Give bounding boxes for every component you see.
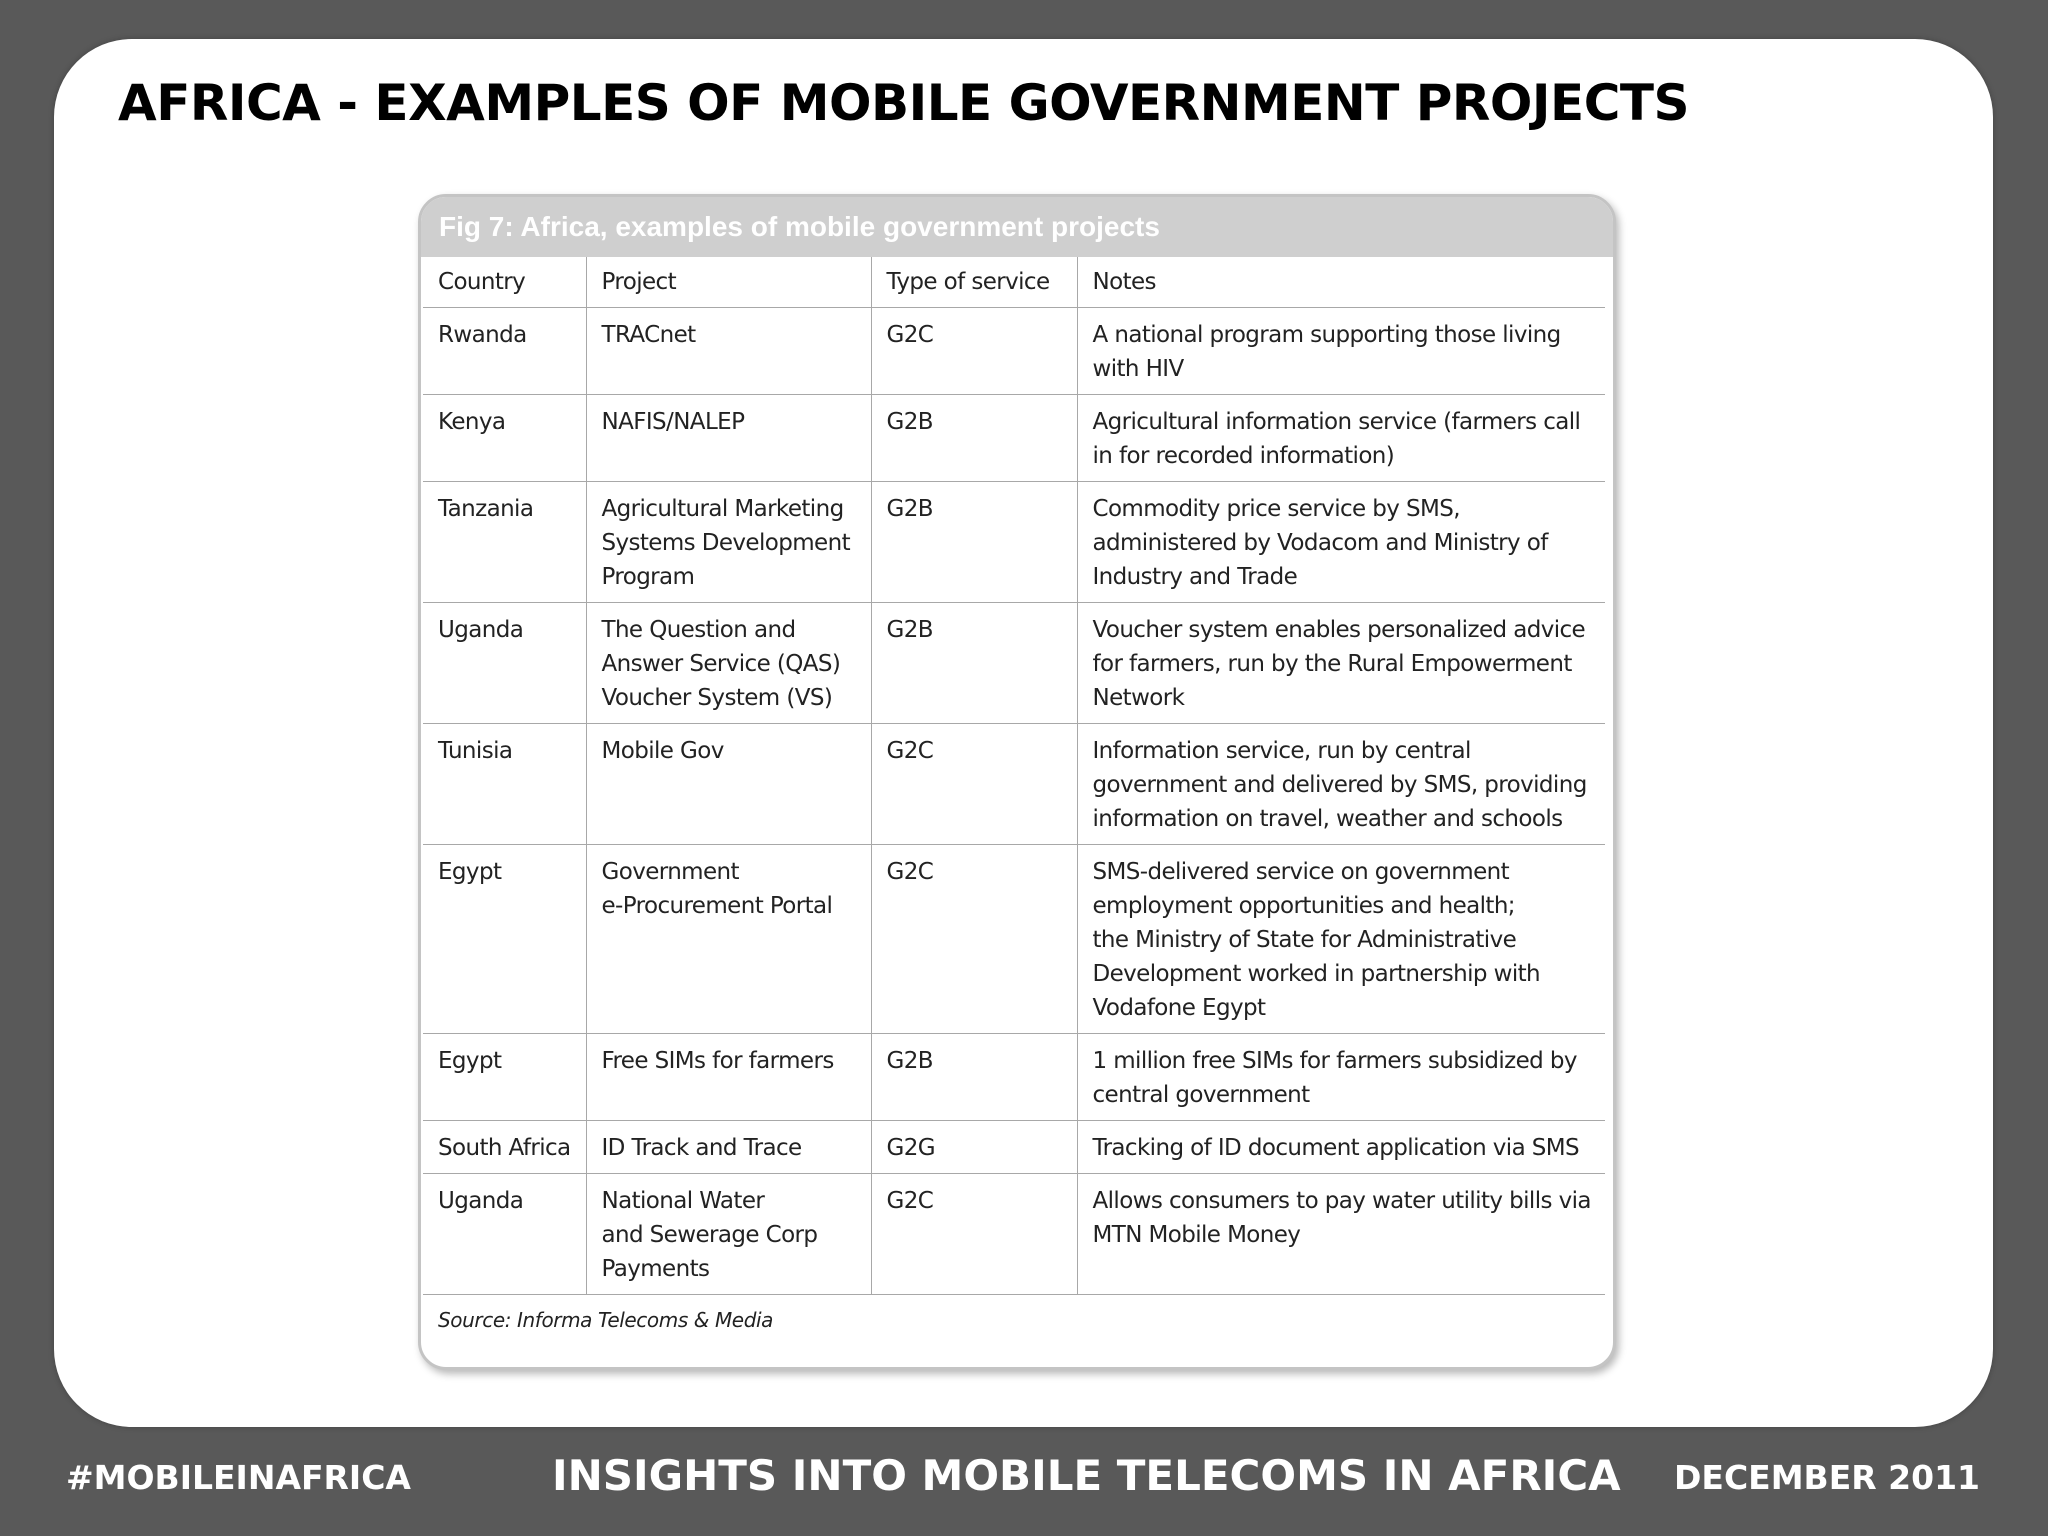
table-row bbox=[423, 603, 1605, 724]
cell-project: ID Track and Trace bbox=[586, 1121, 871, 1174]
figure-table-card bbox=[418, 194, 1616, 1370]
cell-type-of-service: G2C bbox=[871, 308, 1077, 395]
cell-country: Egypt bbox=[423, 845, 586, 1034]
cell-project: NAFIS/NALEP bbox=[586, 395, 871, 482]
table-body bbox=[423, 308, 1605, 1295]
figure-caption: Fig 7: Africa, examples of mobile government projects bbox=[421, 197, 1613, 257]
cell-country: Egypt bbox=[423, 1034, 586, 1121]
cell-notes: Tracking of ID document application via SMS bbox=[1077, 1121, 1605, 1174]
cell-type-of-service: G2G bbox=[871, 1121, 1077, 1174]
cell-project: Agricultural Marketing Systems Development Program bbox=[586, 482, 871, 603]
column-header-project: Project bbox=[586, 257, 871, 308]
cell-project: Mobile Gov bbox=[586, 724, 871, 845]
cell-type-of-service: G2C bbox=[871, 845, 1077, 1034]
column-header-type-of-service: Type of service bbox=[871, 257, 1077, 308]
cell-project: Government e-Procurement Portal bbox=[586, 845, 871, 1034]
cell-type-of-service: G2B bbox=[871, 603, 1077, 724]
cell-type-of-service: G2C bbox=[871, 1174, 1077, 1295]
table-row bbox=[423, 1121, 1605, 1174]
cell-country: Tunisia bbox=[423, 724, 586, 845]
cell-type-of-service: G2B bbox=[871, 1034, 1077, 1121]
projects-table bbox=[423, 257, 1605, 1343]
table-row bbox=[423, 395, 1605, 482]
table-row bbox=[423, 1174, 1605, 1295]
cell-notes: A national program supporting those living with HIV bbox=[1077, 308, 1605, 395]
cell-notes: Information service, run by central government and delivered by SMS, providing information on travel, weather and schools bbox=[1077, 724, 1605, 845]
cell-type-of-service: G2B bbox=[871, 482, 1077, 603]
source-row bbox=[423, 1295, 1605, 1344]
cell-notes: Voucher system enables personalized advice for farmers, run by the Rural Empowerment Network bbox=[1077, 603, 1605, 724]
cell-country: Tanzania bbox=[423, 482, 586, 603]
cell-project: The Question and Answer Service (QAS) Voucher System (VS) bbox=[586, 603, 871, 724]
cell-country: South Africa bbox=[423, 1121, 586, 1174]
cell-notes: SMS-delivered service on government employment opportunities and health; the Ministry of State for Administrative Development worked in partnership with Vodafone Egypt bbox=[1077, 845, 1605, 1034]
table-row bbox=[423, 482, 1605, 603]
page-title: AFRICA - EXAMPLES OF MOBILE GOVERNMENT PROJECTS bbox=[118, 74, 1690, 132]
cell-project: Free SIMs for farmers bbox=[586, 1034, 871, 1121]
footer-title: INSIGHTS INTO MOBILE TELECOMS IN AFRICA bbox=[552, 1451, 1621, 1500]
footer-hashtag: #MOBILEINAFRICA bbox=[66, 1458, 411, 1497]
table-header-row bbox=[423, 257, 1605, 308]
cell-notes: Agricultural information service (farmers call in for recorded information) bbox=[1077, 395, 1605, 482]
cell-type-of-service: G2B bbox=[871, 395, 1077, 482]
column-header-country: Country bbox=[423, 257, 586, 308]
table-row bbox=[423, 1034, 1605, 1121]
cell-country: Kenya bbox=[423, 395, 586, 482]
table-row bbox=[423, 308, 1605, 395]
footer-date: DECEMBER 2011 bbox=[1674, 1458, 1980, 1497]
source-note: Source: Informa Telecoms & Media bbox=[423, 1295, 1605, 1344]
cell-notes: Commodity price service by SMS, administered by Vodacom and Ministry of Industry and Trade bbox=[1077, 482, 1605, 603]
cell-project: National Water and Sewerage Corp Payments bbox=[586, 1174, 871, 1295]
cell-notes: 1 million free SIMs for farmers subsidized by central government bbox=[1077, 1034, 1605, 1121]
table-row bbox=[423, 845, 1605, 1034]
cell-country: Uganda bbox=[423, 603, 586, 724]
table-row bbox=[423, 724, 1605, 845]
column-header-notes: Notes bbox=[1077, 257, 1605, 308]
cell-notes: Allows consumers to pay water utility bills via MTN Mobile Money bbox=[1077, 1174, 1605, 1295]
cell-type-of-service: G2C bbox=[871, 724, 1077, 845]
cell-project: TRACnet bbox=[586, 308, 871, 395]
cell-country: Rwanda bbox=[423, 308, 586, 395]
cell-country: Uganda bbox=[423, 1174, 586, 1295]
